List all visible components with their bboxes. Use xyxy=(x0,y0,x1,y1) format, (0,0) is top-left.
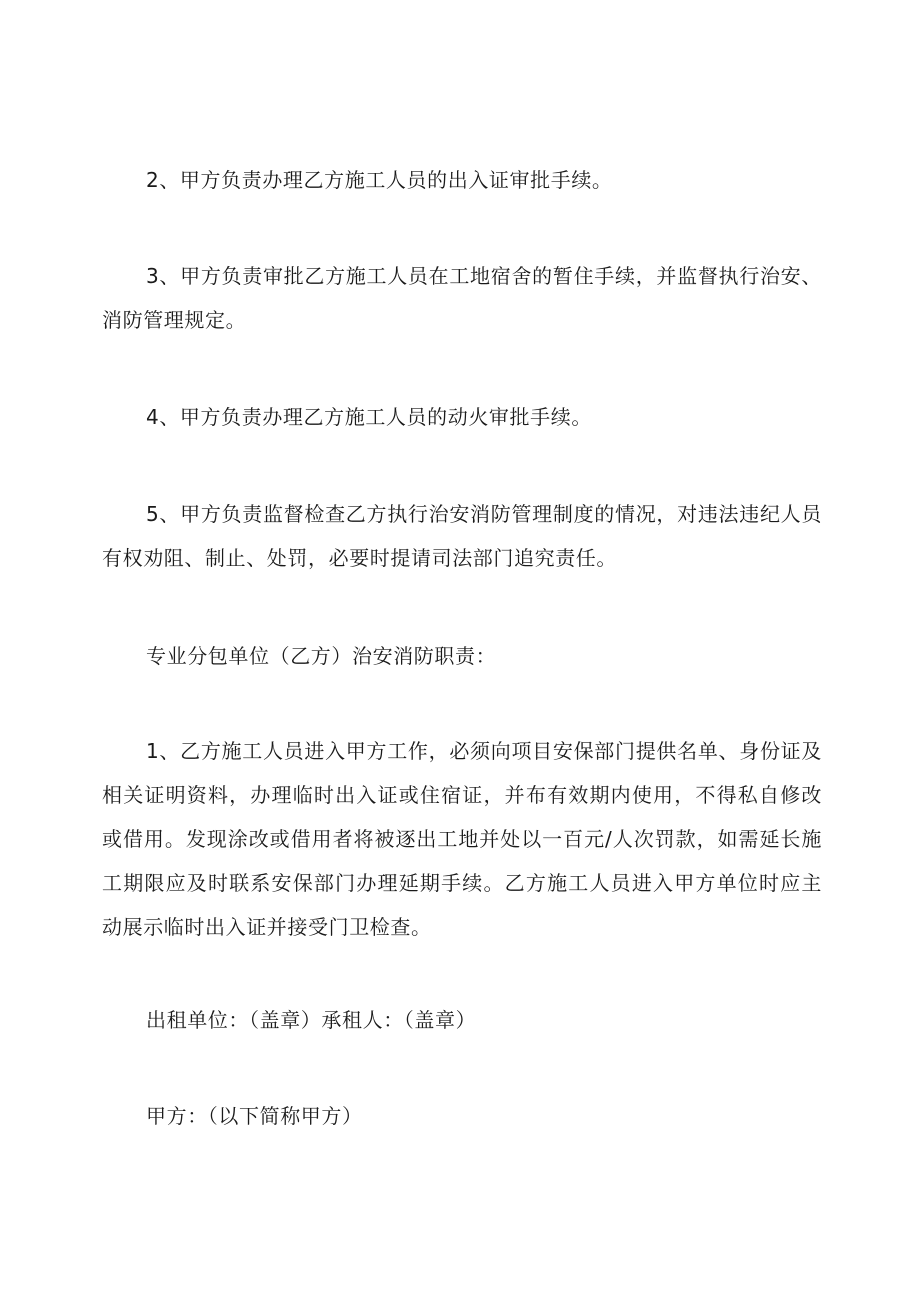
paragraph-clause-5: 5、甲方负责监督检查乙方执行治安消防管理制度的情况，对违法违纪人员有权劝阻、制止、处罚，必要时提请司法部门追究责任。 xyxy=(102,502,822,570)
section-heading: 专业分包单位（乙方）治安消防职责： xyxy=(146,644,497,668)
party-a-line: 甲方：（以下简称甲方） xyxy=(146,1104,363,1128)
signature-line: 出租单位：（盖章）承租人：（盖章） xyxy=(146,1008,477,1032)
paragraph-clause-2: 2、甲方负责办理乙方施工人员的出入证审批手续。 xyxy=(146,168,613,192)
paragraph-clause-4: 4、甲方负责办理乙方施工人员的动火审批手续。 xyxy=(146,405,592,429)
paragraph-clause-3: 3、甲方负责审批乙方施工人员在工地宿舍的暂住手续，并监督执行治安、消防管理规定。 xyxy=(102,264,822,332)
paragraph-subcontractor-clause-1: 1、乙方施工人员进入甲方工作，必须向项目安保部门提供名单、身份证及相关证明资料，办理临时出入证或住宿证，并布有效期内使用，不得私自修改或借用。发现涂改或借用者将被逐出工地并处以一百元/人次罚款，如需延长施工期限应及时联系安保部门办理延期手续。乙方施工人员进入甲方单位时应主动展示临时出入证并接受门卫检查。 xyxy=(102,739,822,939)
